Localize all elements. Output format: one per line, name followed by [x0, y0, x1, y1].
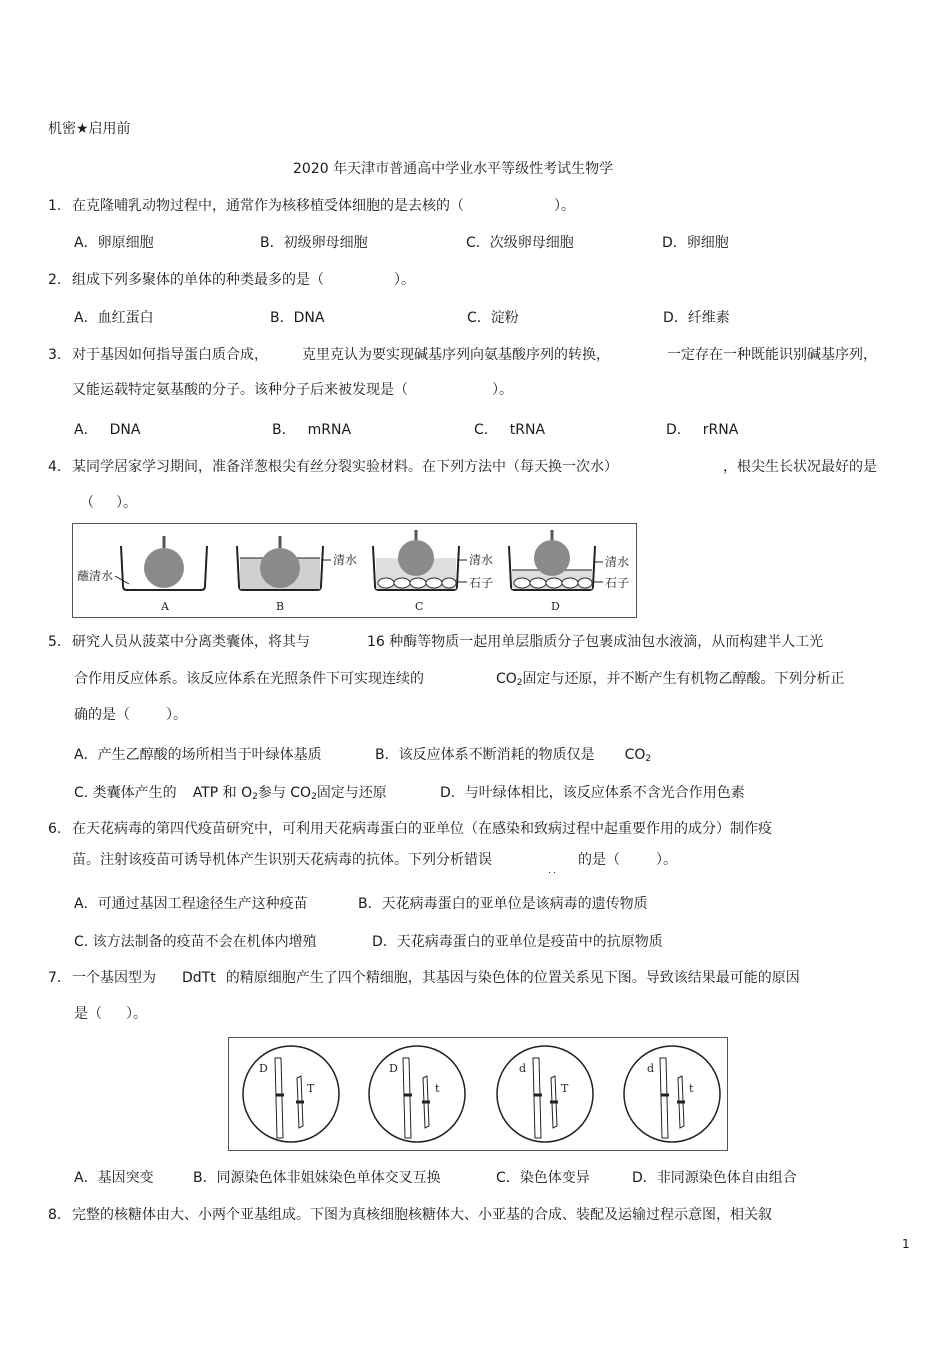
- q3-option-c: C． tRNA: [474, 422, 546, 438]
- beaker-c: [373, 530, 493, 613]
- gene-t-4: t: [689, 1082, 694, 1095]
- q7-option-b: B．同源染色体非姐妹染色单体交叉互换: [193, 1170, 441, 1186]
- gene-d-1: D: [259, 1062, 268, 1075]
- caption-d: D: [551, 600, 560, 613]
- cell-1: [243, 1046, 339, 1142]
- q7-option-c: C．染色体变异: [496, 1170, 590, 1186]
- q5-option-c: C. 类囊体产生的 ATP 和 $O_2$参与 $CO_2$固定与还原: [74, 785, 387, 802]
- q2-option-d: D．纤维素: [663, 310, 730, 326]
- q2-stem: 组成下列多聚体的单体的种类最多的是（ ）。: [72, 272, 415, 288]
- q5-option-b: B．该反应体系不断消耗的物质仅是 $CO_2$: [375, 747, 652, 764]
- q7-option-d: D．非同源染色体自由组合: [632, 1170, 797, 1186]
- cell-2: [369, 1046, 465, 1142]
- beaker-b: [237, 536, 357, 613]
- q6-option-a: A．可通过基因工程途径生产这种疫苗: [74, 896, 308, 912]
- q3-option-d: D． rRNA: [666, 422, 739, 438]
- beaker-a: [77, 536, 207, 613]
- caption-a: A: [161, 600, 169, 613]
- label-water-b: 清水: [333, 553, 358, 567]
- q3-stem-4: 又能运载特定氨基酸的分子。该种分子后来被发现是（ ）。: [72, 382, 513, 398]
- q5-stem-1: 研究人员从菠菜中分离类囊体，将其与: [72, 634, 310, 650]
- gene-d-2: D: [389, 1062, 398, 1075]
- onion-d: [534, 540, 570, 576]
- q1-option-d: D．卵细胞: [662, 235, 729, 251]
- gene-d-4: d: [647, 1062, 655, 1075]
- q5-stem-2: 16 种酶等物质一起用单层脂质分子包裹成油包水液滴，从而构建半人工光: [367, 634, 824, 650]
- gene-d-3: d: [519, 1062, 527, 1075]
- q6-option-d: D．天花病毒蛋白的亚单位是疫苗中的抗原物质: [372, 934, 663, 950]
- onion-figure: [72, 523, 637, 618]
- q7-option-a: A．基因突变: [74, 1170, 154, 1186]
- q7-number: 7.: [48, 970, 62, 986]
- onion-b: [260, 548, 300, 588]
- label-water-d: 清水: [605, 555, 630, 569]
- q6-number: 6.: [48, 821, 62, 837]
- q7-stem-2: 是（ ）。: [74, 1006, 147, 1022]
- q6-option-c: C. 该方法制备的疫苗不会在机体内增殖: [74, 934, 317, 950]
- q2-option-a: A．血红蛋白: [74, 310, 154, 326]
- gene-t-1: T: [307, 1082, 315, 1095]
- page-number: 1: [902, 1237, 910, 1251]
- label-stone-d: 石子: [605, 576, 630, 590]
- cell-3: [497, 1046, 593, 1142]
- cell-4: [624, 1046, 720, 1142]
- onion-c: [398, 540, 434, 576]
- q3-option-a: A． DNA: [74, 422, 141, 438]
- q5-stem-5: 确的是（ ）。: [74, 707, 187, 723]
- q2-number: 2.: [48, 272, 62, 288]
- q3-number: 3.: [48, 347, 62, 363]
- caption-c: C: [415, 600, 424, 613]
- onion-a: [144, 548, 184, 588]
- q4-stem-1: 某同学居家学习期间，准备洋葱根尖有丝分裂实验材料。在下列方法中（每天换一次水）: [72, 459, 618, 475]
- q7-stem-1: 一个基因型为 DdTt 的精原细胞产生了四个精细胞，其基因与染色体的位置关系见下图。导致该结果最可能的原因: [72, 970, 800, 986]
- q8-number: 8.: [48, 1207, 62, 1223]
- q3-stem-3: 一定存在一种既能识别碱基序列，: [667, 347, 877, 363]
- caption-b: B: [276, 600, 285, 613]
- label-stone-c: 石子: [469, 576, 494, 590]
- q8-stem: 完整的核糖体由大、小两个亚基组成。下图为真核细胞核糖体大、小亚基的合成、装配及运输过程示意图，相关叙: [72, 1207, 772, 1223]
- q6-stem-1: 在天花病毒的第四代疫苗研究中，可利用天花病毒蛋白的亚单位（在感染和致病过程中起重要作用的成分）制作疫: [72, 821, 772, 837]
- q5-stem-3: 合作用反应体系。该反应体系在光照条件下可实现连续的: [74, 671, 424, 687]
- q1-option-b: B．初级卵母细胞: [260, 235, 368, 251]
- q6-option-b: B．天花病毒蛋白的亚单位是该病毒的遗传物质: [358, 896, 648, 912]
- exam-title: 2020 年天津市普通高中学业水平等级性考试生物学: [293, 161, 614, 177]
- q5-stem-4: $CO_2$固定与还原，并不断产生有机物乙醇酸。下列分析正: [496, 671, 845, 688]
- q2-option-b: B．DNA: [270, 310, 325, 326]
- label-water-c: 清水: [469, 553, 494, 567]
- q3-stem-2: 克里克认为要实现碱基序列向氨基酸序列的转换，: [302, 347, 610, 363]
- beaker-d: [509, 530, 629, 613]
- gene-t-2: t: [435, 1082, 440, 1095]
- q4-stem-3: （ ）。: [80, 495, 137, 511]
- q2-option-c: C．淀粉: [467, 310, 519, 326]
- q4-stem-2: ，根尖生长状况最好的是: [723, 459, 877, 475]
- chromosome-figure: [228, 1037, 728, 1151]
- q6-emphasis-dots: ．．: [548, 865, 563, 876]
- secret-label: 机密★启用前: [48, 121, 131, 137]
- q6-stem-2: 苗。注射该疫苗可诱导机体产生识别天花病毒的抗体。下列分析错误: [72, 852, 492, 868]
- q3-stem-1: 对于基因如何指导蛋白质合成，: [72, 347, 268, 363]
- q5-number: 5.: [48, 634, 62, 650]
- q1-option-a: A．卵原细胞: [74, 235, 154, 251]
- q3-option-b: B． mRNA: [272, 422, 352, 438]
- label-dip-water: 蘸清水: [77, 569, 114, 583]
- q1-option-c: C．次级卵母细胞: [466, 235, 574, 251]
- q5-option-d: D．与叶绿体相比，该反应体系不含光合作用色素: [440, 785, 745, 801]
- q6-stem-3: 的是（ ）。: [578, 852, 677, 868]
- q4-number: 4.: [48, 459, 62, 475]
- q1-number: 1.: [48, 198, 62, 214]
- q1-stem: 在克隆哺乳动物过程中，通常作为核移植受体细胞的是去核的（ ）。: [72, 198, 575, 214]
- gene-t-3: T: [561, 1082, 569, 1095]
- q5-option-a: A．产生乙醇酸的场所相当于叶绿体基质: [74, 747, 322, 763]
